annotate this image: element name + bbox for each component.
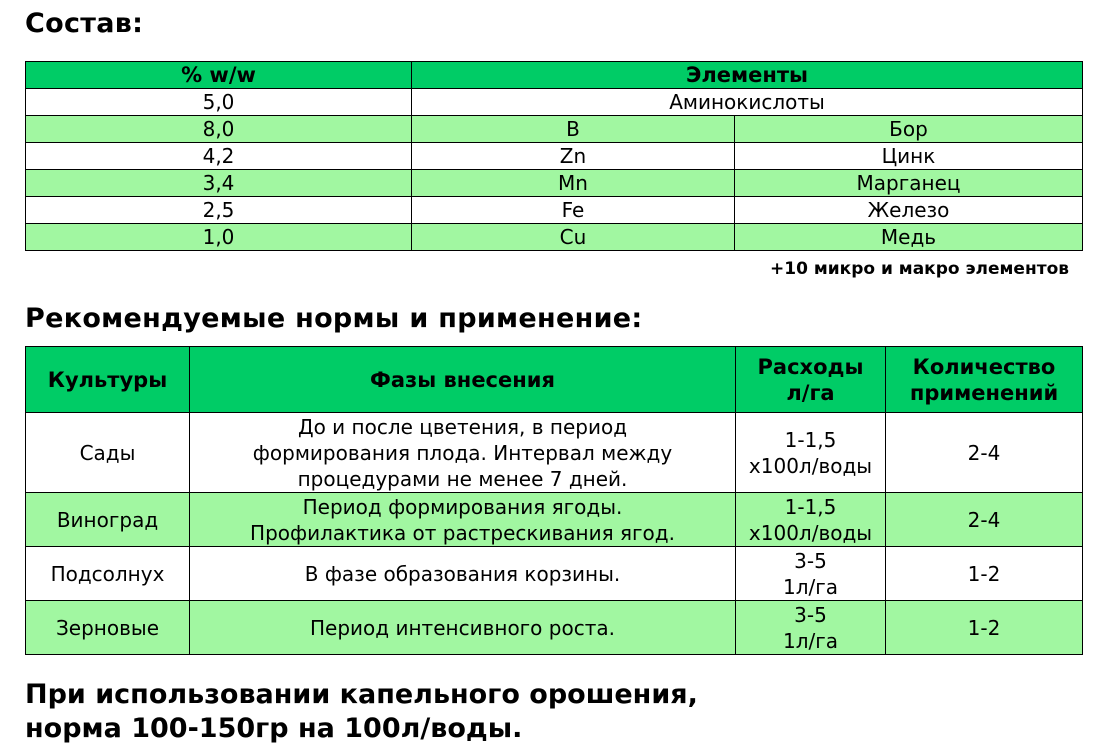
table-header-row [26, 347, 1083, 413]
element-name-cell: Бор [735, 116, 1083, 143]
footer-line: норма 100-150гр на 100л/воды. [25, 713, 523, 744]
phase-line: В фазе образования корзины. [304, 561, 621, 586]
element-name-cell: Медь [735, 224, 1083, 251]
phase-line: процедурами не менее 7 дней. [297, 466, 628, 491]
phase-cell [190, 601, 736, 655]
crop-cell: Зерновые [26, 601, 190, 655]
rate-line: x100л/воды [748, 453, 873, 478]
table-row [26, 197, 1083, 224]
count-cell: 2-4 [886, 413, 1083, 493]
footer-line: При использовании капельного орошения, [25, 679, 698, 710]
rate-cell [736, 547, 886, 601]
rate-line: 1-1,5 [784, 494, 837, 519]
count-cell: 1-2 [886, 547, 1083, 601]
composition-note: +10 микро и макро элементов [770, 259, 1069, 279]
table-row [26, 413, 1083, 493]
element-name-cell: Цинк [735, 143, 1083, 170]
percent-cell: 5,0 [26, 89, 412, 116]
footer-note [25, 678, 698, 746]
rate-cell [736, 493, 886, 547]
phase-line: формирования плода. Интервал между [252, 440, 673, 465]
rate-cell [736, 601, 886, 655]
percent-cell: 4,2 [26, 143, 412, 170]
table-row [26, 170, 1083, 197]
column-header-percent: % w/w [26, 62, 412, 89]
column-header-rates [736, 347, 886, 413]
column-header-elements: Элементы [412, 62, 1083, 89]
rate-line: 1-1,5 [784, 427, 837, 452]
element-name-cell: Марганец [735, 170, 1083, 197]
rates-header-line: Расходы [757, 354, 864, 379]
rates-header-line: л/га [786, 380, 835, 405]
phase-cell [190, 493, 736, 547]
percent-cell: 3,4 [26, 170, 412, 197]
phase-line: Период интенсивного роста. [310, 615, 615, 640]
rate-line: 3-5 [794, 602, 827, 627]
phase-line: До и после цветения, в период [297, 414, 628, 439]
count-header-line: Количество [912, 354, 1056, 379]
percent-cell: 8,0 [26, 116, 412, 143]
crop-cell: Виноград [26, 493, 190, 547]
column-header-crops: Культуры [26, 347, 190, 413]
table-row [26, 493, 1083, 547]
phase-line: Профилактика от растрескивания ягод. [250, 520, 675, 545]
symbol-cell: Fe [412, 197, 735, 224]
symbol-cell: Cu [412, 224, 735, 251]
count-header-line: применений [909, 380, 1059, 405]
symbol-cell: B [412, 116, 735, 143]
rate-line: 1л/га [782, 628, 838, 653]
phase-cell [190, 413, 736, 493]
column-header-phases: Фазы внесения [190, 347, 736, 413]
phase-cell [190, 547, 736, 601]
symbol-cell: Zn [412, 143, 735, 170]
element-cell: Аминокислоты [412, 89, 1083, 116]
table-row [26, 601, 1083, 655]
table-header-row [26, 62, 1083, 89]
crop-cell: Подсолнух [26, 547, 190, 601]
composition-title: Состав: [25, 8, 144, 39]
percent-cell: 1,0 [26, 224, 412, 251]
table-row [26, 89, 1083, 116]
rate-line: 3-5 [794, 548, 827, 573]
table-row [26, 143, 1083, 170]
crop-cell: Сады [26, 413, 190, 493]
table-row [26, 547, 1083, 601]
count-cell: 1-2 [886, 601, 1083, 655]
recommendations-title: Рекомендуемые нормы и применение: [25, 303, 643, 334]
element-name-cell: Железо [735, 197, 1083, 224]
count-cell: 2-4 [886, 493, 1083, 547]
phase-line: Период формирования ягоды. [302, 494, 623, 519]
rate-line: 1л/га [782, 574, 838, 599]
rate-cell [736, 413, 886, 493]
composition-table [25, 61, 1083, 251]
table-row [26, 224, 1083, 251]
recommendations-table [25, 346, 1083, 655]
column-header-count [886, 347, 1083, 413]
rate-line: x100л/воды [748, 520, 873, 545]
symbol-cell: Mn [412, 170, 735, 197]
percent-cell: 2,5 [26, 197, 412, 224]
table-row [26, 116, 1083, 143]
